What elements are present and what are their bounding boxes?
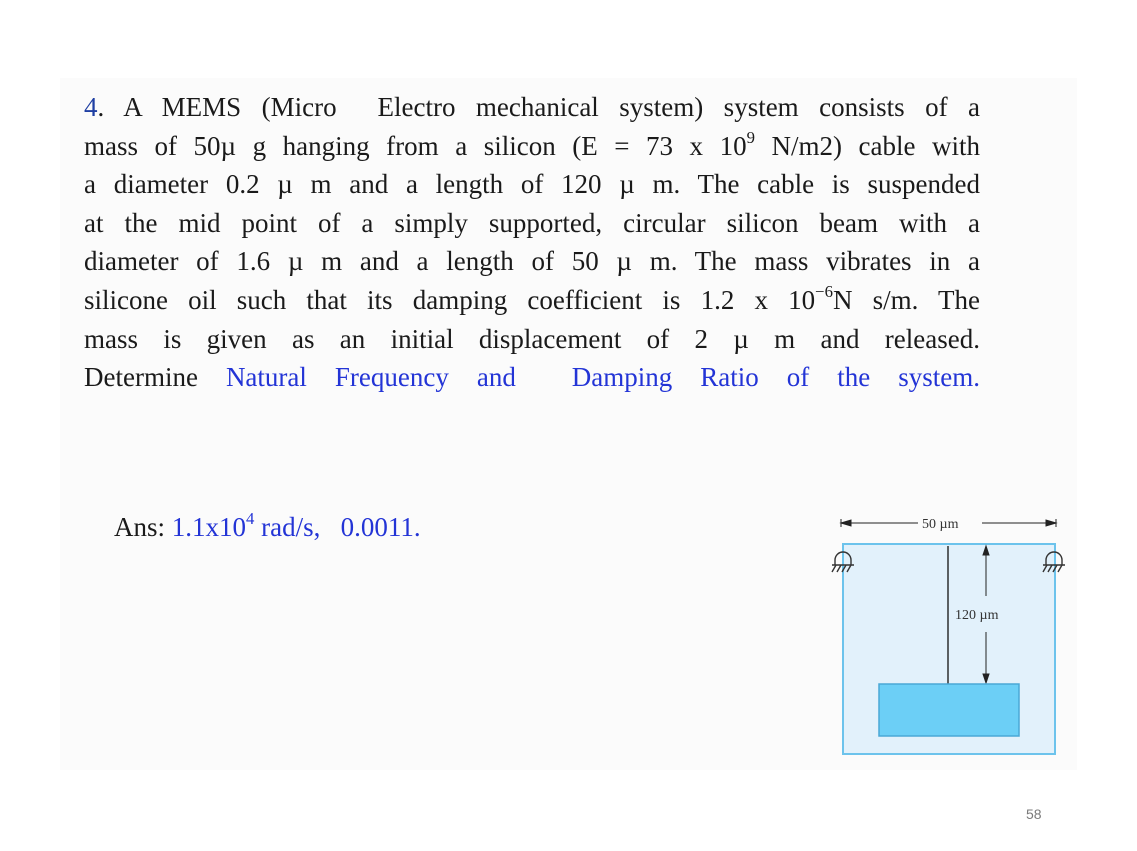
problem-line: mass is given as an initial displacement of 2 µ m and released. <box>84 323 980 354</box>
beam-length-label: 50 µm <box>922 517 959 532</box>
answer-label: Ans: <box>114 512 172 542</box>
page-number: 58 <box>1026 806 1042 822</box>
problem-line: diameter of 1.6 µ m and a length of 50 µ m. The mass vibrates in a <box>84 246 980 277</box>
problem-number: 4 <box>84 92 98 122</box>
problem-last-line: Determine Natural Frequency and Damping Ratio of the system. <box>84 362 980 393</box>
problem-line: at the mid point of a simply supported, circular silicon beam with a <box>84 207 980 238</box>
problem-line: mass of 50µ g hanging from a silicon (E = 73 x $10^9$ N/m2) cable with <box>84 127 980 161</box>
mass-block <box>879 684 1019 736</box>
problem-line: a diameter 0.2 µ m and a length of 120 µ m. The cable is suspended <box>84 169 980 200</box>
problem-line: silicone oil such that its damping coefficient is 1.2 x $10^{-6}N$ s/m. The <box>84 281 980 315</box>
problem-line: 4. A MEMS (Micro Electro mechanical system) system consists of a <box>84 92 980 122</box>
requested-quantities: Natural Frequency and Damping Ratio of the system. <box>225 362 980 393</box>
cable-length-label: 120 µm <box>955 608 999 623</box>
answer-values: $1.1x10^4$ rad/s, 0.0011. <box>171 509 421 542</box>
